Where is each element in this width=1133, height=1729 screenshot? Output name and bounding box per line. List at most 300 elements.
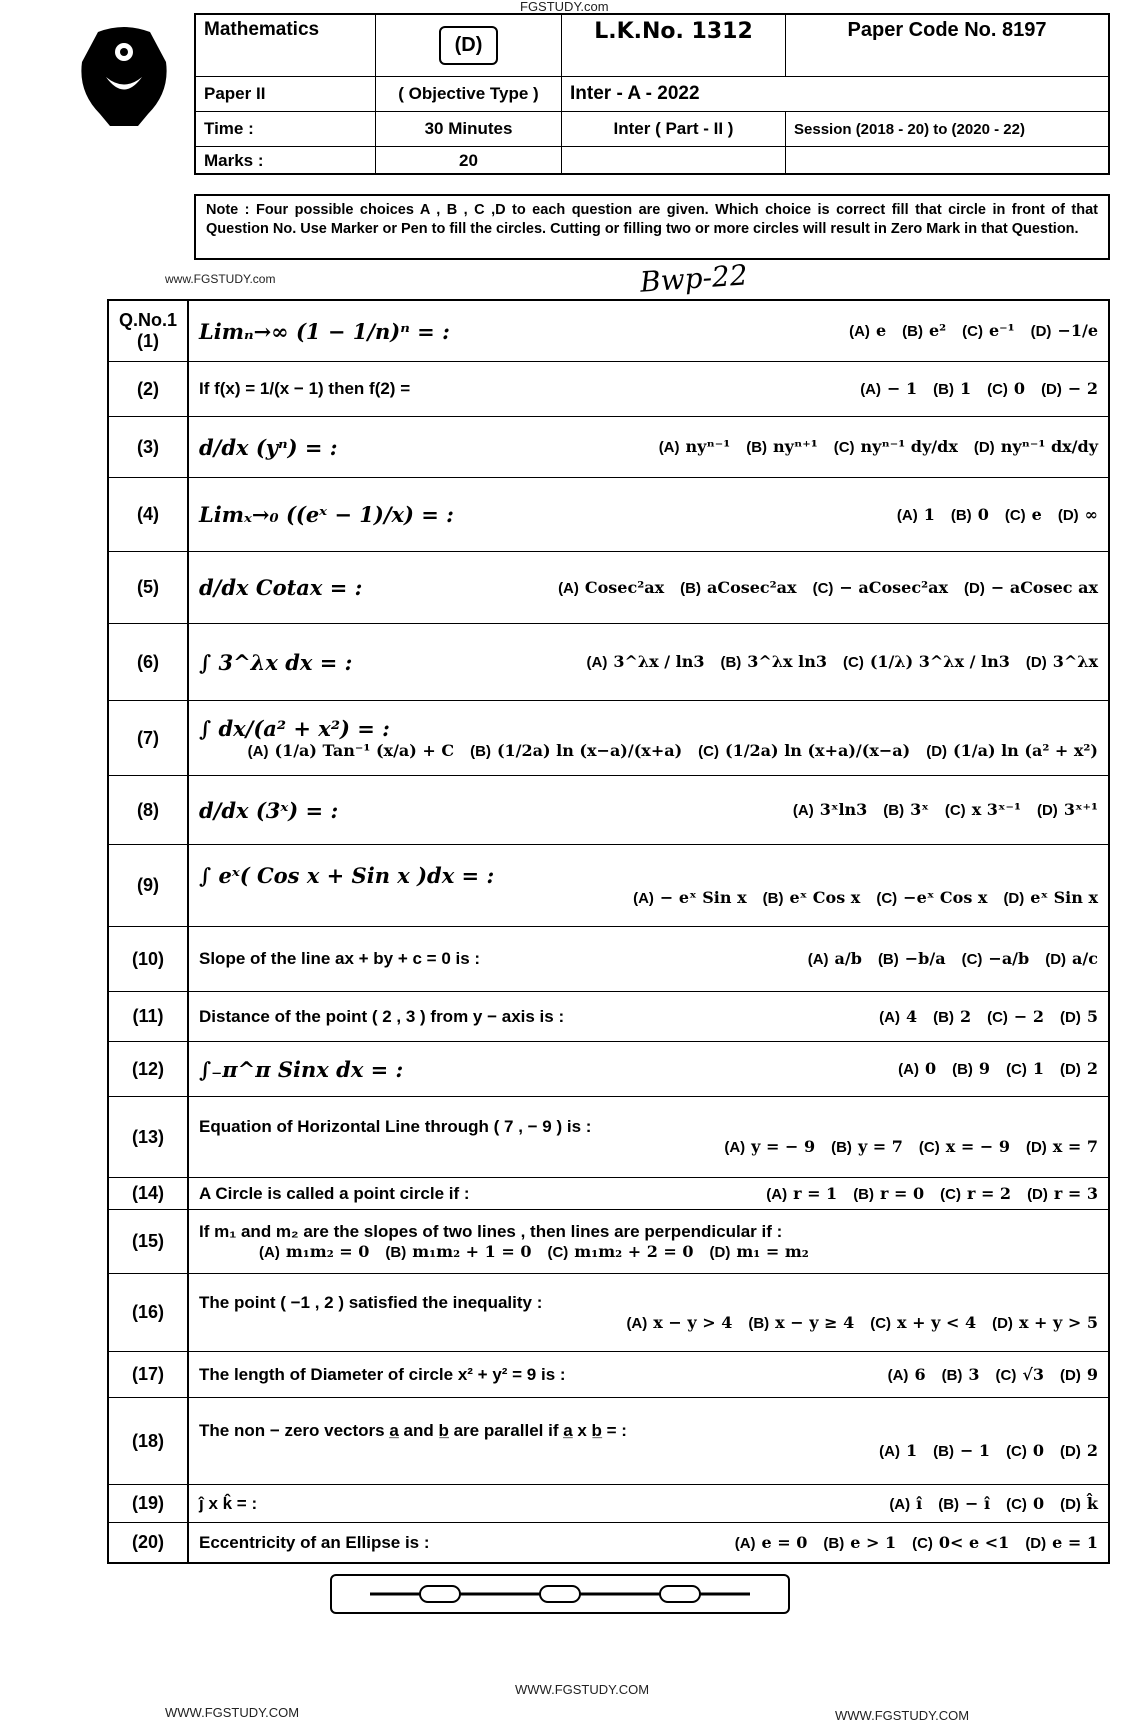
question-row bbox=[109, 927, 1108, 992]
option-c[interactable] bbox=[870, 1313, 976, 1333]
option-b[interactable] bbox=[942, 1365, 980, 1385]
option-d[interactable] bbox=[1045, 949, 1098, 969]
question-body bbox=[189, 1485, 1108, 1522]
option-value: 5 bbox=[1086, 1006, 1098, 1026]
option-c[interactable] bbox=[813, 578, 948, 598]
option-value: m₁m₂ + 2 = 0 bbox=[574, 1241, 694, 1261]
question-body bbox=[189, 624, 1108, 700]
option-value: k̂ bbox=[1086, 1493, 1098, 1513]
option-c[interactable] bbox=[876, 888, 987, 908]
option-value: aCosec²ax bbox=[706, 577, 797, 597]
option-a[interactable] bbox=[558, 578, 664, 598]
option-letter: (A) bbox=[879, 1008, 900, 1026]
option-c[interactable] bbox=[962, 949, 1030, 969]
question-row bbox=[109, 1398, 1108, 1485]
question-body bbox=[189, 1178, 1108, 1209]
option-value: −a/b bbox=[988, 949, 1030, 968]
option-value: ∞ bbox=[1084, 504, 1098, 524]
option-value: 6 bbox=[914, 1364, 926, 1384]
option-value: Cosec²ax bbox=[584, 577, 665, 597]
question-number-cell bbox=[109, 1178, 189, 1209]
instructions-note: Note : Four possible choices A , B , C ,D to each question are given. Which choice is correct fill that circle in front of that Question No. Use Marker or Pen to fill the circles. Cutting or filling two or more circles will result in Zero Mark in that Question. bbox=[194, 194, 1110, 260]
option-b[interactable] bbox=[933, 1441, 990, 1461]
options bbox=[898, 1059, 1098, 1079]
question-number-cell bbox=[109, 1274, 189, 1351]
option-letter: (A) bbox=[633, 890, 654, 907]
question-text: ∫₋π^π Sinx dx = : bbox=[199, 1056, 404, 1082]
option-letter: (A) bbox=[247, 742, 269, 760]
option-value: 3ˣln3 bbox=[819, 800, 868, 819]
option-letter: (A) bbox=[860, 381, 882, 398]
question-number-cell bbox=[109, 845, 189, 926]
option-value: 1 bbox=[1032, 1059, 1045, 1078]
option-letter: (D) bbox=[709, 1243, 731, 1261]
option-c[interactable] bbox=[987, 379, 1025, 399]
option-letter: (B) bbox=[902, 323, 923, 340]
option-value: nyⁿ⁺¹ bbox=[773, 437, 818, 456]
question-text: d/dx Cotax = : bbox=[199, 575, 363, 600]
exam-name: Inter - A - 2022 bbox=[562, 77, 1108, 112]
option-letter: (B) bbox=[853, 1185, 875, 1203]
option-letter: (C) bbox=[547, 1243, 569, 1261]
option-c[interactable] bbox=[1006, 1494, 1044, 1514]
option-d[interactable] bbox=[1041, 379, 1098, 399]
option-a[interactable] bbox=[889, 1494, 922, 1514]
option-c[interactable] bbox=[834, 437, 958, 457]
option-value: 3ˣ bbox=[910, 800, 929, 819]
bottom-watermark: WWW.FGSTUDY.COM bbox=[515, 1682, 650, 1697]
option-letter: (D) bbox=[926, 742, 948, 760]
handwritten-annotation: Bwp-22 bbox=[638, 258, 749, 299]
question-row bbox=[109, 552, 1108, 624]
option-letter: (B) bbox=[823, 1534, 845, 1552]
option-c[interactable] bbox=[962, 321, 1014, 341]
question-number: (6) bbox=[137, 651, 159, 672]
option-value: x = 7 bbox=[1052, 1137, 1098, 1156]
option-letter: (C) bbox=[812, 579, 834, 597]
option-b[interactable] bbox=[938, 1494, 990, 1514]
option-value: e = 1 bbox=[1052, 1532, 1098, 1552]
option-b[interactable] bbox=[878, 949, 946, 969]
option-letter: (C) bbox=[1006, 1443, 1027, 1460]
option-value: 1 bbox=[959, 379, 972, 398]
options bbox=[735, 1533, 1098, 1553]
option-letter: (D) bbox=[1003, 890, 1025, 907]
question-number-cell bbox=[109, 1485, 189, 1522]
option-letter: (B) bbox=[385, 1243, 407, 1261]
question-row bbox=[109, 1042, 1108, 1097]
option-letter: (C) bbox=[962, 323, 983, 340]
option-value: y = − 9 bbox=[751, 1137, 816, 1156]
option-b[interactable] bbox=[883, 800, 929, 820]
question-row bbox=[109, 1178, 1108, 1210]
option-c[interactable] bbox=[698, 741, 910, 761]
question-row bbox=[109, 776, 1108, 845]
option-value: − aCosec ax bbox=[990, 577, 1098, 597]
option-value: 0 bbox=[1013, 379, 1026, 398]
option-letter: (D) bbox=[1045, 951, 1067, 968]
option-value: (1/a) ln (a² + x²) bbox=[953, 740, 1098, 760]
question-number: (17) bbox=[131, 1364, 164, 1384]
question-number: (3) bbox=[137, 436, 159, 457]
options bbox=[888, 1365, 1098, 1385]
question-number: (19) bbox=[131, 1493, 164, 1513]
option-letter: (B) bbox=[748, 1314, 770, 1332]
question-body bbox=[189, 1097, 1108, 1177]
option-value: x − y ≥ 4 bbox=[775, 1312, 855, 1332]
option-value: 9 bbox=[978, 1059, 991, 1078]
option-b[interactable] bbox=[748, 1313, 854, 1333]
option-letter: (C) bbox=[940, 1185, 961, 1203]
option-value: 4 bbox=[905, 1006, 918, 1026]
option-letter: (C) bbox=[1006, 1061, 1027, 1078]
option-letter: (C) bbox=[876, 890, 898, 907]
question-text: The non − zero vectors a̲ and b̲ are parallel if a̲ x b̲ = : bbox=[199, 1421, 627, 1440]
option-b[interactable] bbox=[902, 321, 946, 341]
question-text: d/dx (yⁿ) = : bbox=[199, 434, 338, 460]
option-d[interactable] bbox=[1003, 888, 1098, 908]
option-letter: (C) bbox=[918, 1139, 940, 1156]
option-c[interactable] bbox=[843, 652, 1010, 672]
option-d[interactable] bbox=[710, 1242, 809, 1262]
options bbox=[860, 379, 1098, 399]
option-a[interactable] bbox=[766, 1184, 837, 1204]
option-letter: (C) bbox=[870, 1314, 892, 1332]
option-letter: (A) bbox=[896, 506, 918, 524]
option-letter: (B) bbox=[746, 439, 768, 456]
question-text: ∫ eˣ( Cos x + Sin x )dx = : bbox=[199, 863, 495, 888]
option-value: 0 bbox=[1032, 1493, 1045, 1513]
option-letter: (A) bbox=[887, 1366, 909, 1384]
option-d[interactable] bbox=[974, 437, 1098, 457]
question-row bbox=[109, 1352, 1108, 1398]
option-letter: (A) bbox=[558, 579, 579, 597]
option-letter: (D) bbox=[1025, 1534, 1047, 1552]
option-letter: (B) bbox=[941, 1366, 963, 1384]
option-letter: (B) bbox=[938, 1495, 960, 1513]
board-logo-icon bbox=[78, 22, 170, 130]
option-value: (1/a) Tan⁻¹ (x/a) + C bbox=[274, 740, 455, 760]
option-d[interactable] bbox=[1025, 1533, 1098, 1553]
option-value: e = 0 bbox=[761, 1532, 808, 1552]
options bbox=[587, 652, 1098, 672]
option-value: e bbox=[875, 321, 887, 340]
question-number-cell bbox=[109, 776, 189, 844]
question-body bbox=[189, 1274, 1108, 1351]
question-number-cell bbox=[109, 1352, 189, 1397]
option-c[interactable] bbox=[1005, 505, 1042, 525]
option-value: e² bbox=[928, 321, 947, 340]
question-row bbox=[109, 301, 1108, 362]
option-d[interactable] bbox=[1026, 1137, 1098, 1157]
option-letter: (C) bbox=[912, 1534, 933, 1552]
option-value: 3^λx / ln3 bbox=[613, 652, 705, 671]
question-text: Limₙ→∞ (1 − 1/n)ⁿ = : bbox=[199, 318, 450, 344]
option-value: 0 bbox=[1032, 1441, 1045, 1460]
option-a[interactable] bbox=[793, 800, 867, 820]
option-b[interactable] bbox=[951, 505, 989, 525]
option-a[interactable] bbox=[860, 379, 917, 399]
option-value: − 1 bbox=[959, 1441, 991, 1460]
option-c[interactable] bbox=[1006, 1441, 1044, 1461]
option-d[interactable] bbox=[1027, 1184, 1098, 1204]
question-number: (9) bbox=[137, 875, 159, 895]
option-d[interactable] bbox=[1031, 321, 1098, 341]
option-b[interactable] bbox=[823, 1533, 896, 1553]
question-number: (18) bbox=[131, 1430, 164, 1451]
question-row bbox=[109, 992, 1108, 1042]
option-value: 0< e <1 bbox=[938, 1532, 1010, 1552]
option-value: x = − 9 bbox=[945, 1137, 1010, 1156]
option-value: −eˣ Cos x bbox=[903, 888, 988, 907]
question-row bbox=[109, 624, 1108, 701]
option-a[interactable] bbox=[879, 1441, 917, 1461]
question-text: Distance of the point ( 2 , 3 ) from y − axis is : bbox=[199, 1006, 565, 1026]
option-letter: (C) bbox=[987, 1008, 1008, 1026]
question-number: (4) bbox=[137, 504, 159, 524]
option-a[interactable] bbox=[849, 321, 886, 341]
qno-label: Q.No.1 bbox=[118, 310, 177, 330]
question-number-cell bbox=[109, 1097, 189, 1177]
options bbox=[248, 741, 1098, 761]
option-a[interactable] bbox=[248, 741, 454, 761]
option-value: (1/λ) 3^λx / ln3 bbox=[869, 652, 1010, 671]
option-b[interactable] bbox=[746, 437, 818, 457]
question-body bbox=[189, 1398, 1108, 1484]
option-b[interactable] bbox=[720, 652, 827, 672]
left-watermark: www.FGSTUDY.com bbox=[165, 272, 276, 286]
option-c[interactable] bbox=[919, 1137, 1010, 1157]
option-letter: (A) bbox=[879, 1443, 900, 1460]
question-body bbox=[189, 992, 1108, 1041]
option-letter: (C) bbox=[1006, 1495, 1027, 1513]
question-body bbox=[189, 1352, 1108, 1397]
time-label: Time : bbox=[196, 112, 376, 147]
option-value: x − y > 4 bbox=[653, 1312, 733, 1332]
option-letter: (D) bbox=[1057, 506, 1079, 524]
option-letter: (C) bbox=[944, 802, 966, 819]
question-row bbox=[109, 1523, 1108, 1562]
option-value: 0 bbox=[977, 504, 989, 524]
group-code: (D) bbox=[439, 26, 499, 65]
option-a[interactable] bbox=[626, 1313, 732, 1333]
option-value: nyⁿ⁻¹ bbox=[685, 437, 731, 456]
question-number-cell bbox=[109, 478, 189, 551]
empty-cell bbox=[562, 147, 786, 175]
option-d[interactable] bbox=[1058, 505, 1098, 525]
option-b[interactable] bbox=[952, 1059, 990, 1079]
option-value: 0 bbox=[924, 1059, 937, 1078]
option-b[interactable] bbox=[385, 1242, 531, 1262]
option-value: m₁m₂ + 1 = 0 bbox=[412, 1241, 532, 1261]
question-number: (5) bbox=[137, 577, 159, 597]
question-row bbox=[109, 478, 1108, 552]
option-letter: (B) bbox=[950, 506, 972, 524]
option-letter: (D) bbox=[1060, 1443, 1081, 1460]
question-body bbox=[189, 1210, 1108, 1273]
option-b[interactable] bbox=[763, 888, 861, 908]
question-number: (11) bbox=[132, 1006, 164, 1026]
option-a[interactable] bbox=[724, 1137, 815, 1157]
option-d[interactable] bbox=[1060, 1059, 1098, 1079]
option-letter: (A) bbox=[792, 802, 814, 819]
option-letter: (A) bbox=[889, 1495, 911, 1513]
option-letter: (B) bbox=[762, 890, 784, 907]
option-letter: (A) bbox=[734, 1534, 756, 1552]
option-d[interactable] bbox=[1037, 800, 1098, 820]
option-value: 9 bbox=[1086, 1364, 1098, 1384]
questions-table bbox=[107, 299, 1110, 1564]
option-b[interactable] bbox=[933, 1007, 971, 1027]
question-number: (10) bbox=[131, 948, 164, 969]
option-letter: (A) bbox=[586, 654, 608, 671]
option-letter: (A) bbox=[259, 1243, 280, 1261]
question-number-cell bbox=[109, 1210, 189, 1273]
options bbox=[724, 1137, 1098, 1157]
option-d[interactable] bbox=[1060, 1365, 1098, 1385]
paper-header-table bbox=[194, 13, 1110, 175]
question-number: (12) bbox=[131, 1058, 164, 1079]
bottom-right-watermark: WWW.FGSTUDY.COM bbox=[835, 1708, 970, 1723]
option-letter: (B) bbox=[952, 1061, 973, 1078]
option-value: eˣ Cos x bbox=[789, 888, 861, 907]
part: Inter ( Part - II ) bbox=[562, 112, 786, 147]
question-number: (7) bbox=[137, 727, 159, 748]
option-a[interactable] bbox=[897, 505, 935, 525]
question-body bbox=[189, 701, 1108, 775]
option-letter: (B) bbox=[933, 1008, 954, 1026]
question-body bbox=[189, 417, 1108, 477]
option-b[interactable] bbox=[933, 379, 971, 399]
option-letter: (D) bbox=[1036, 802, 1058, 819]
marks-label: Marks : bbox=[196, 147, 376, 175]
option-letter: (A) bbox=[724, 1139, 746, 1156]
option-c[interactable] bbox=[912, 1533, 1009, 1553]
option-b[interactable] bbox=[680, 578, 796, 598]
option-a[interactable] bbox=[888, 1365, 926, 1385]
option-value: √3 bbox=[1022, 1364, 1045, 1384]
question-number: (8) bbox=[137, 799, 159, 820]
option-a[interactable] bbox=[898, 1059, 936, 1079]
option-value: (1/2a) ln (x+a)/(x−a) bbox=[725, 740, 911, 760]
paper-type: ( Objective Type ) bbox=[376, 77, 562, 112]
question-number-cell bbox=[109, 927, 189, 991]
option-a[interactable] bbox=[259, 1242, 369, 1262]
option-c[interactable] bbox=[940, 1184, 1011, 1204]
question-number: (16) bbox=[131, 1302, 164, 1322]
question-number-cell bbox=[109, 992, 189, 1041]
option-d[interactable] bbox=[926, 741, 1098, 761]
option-value: 3ˣ⁺¹ bbox=[1063, 800, 1098, 819]
question-number-cell bbox=[109, 417, 189, 477]
option-value: −1/e bbox=[1057, 321, 1098, 340]
question-body bbox=[189, 478, 1108, 551]
option-value: nyⁿ⁻¹ dx/dy bbox=[1000, 437, 1098, 456]
option-a[interactable] bbox=[808, 949, 862, 969]
option-d[interactable] bbox=[992, 1313, 1098, 1333]
question-number-cell bbox=[109, 362, 189, 416]
question-number-cell bbox=[109, 1523, 189, 1562]
option-value: nyⁿ⁻¹ dy/dx bbox=[860, 437, 958, 456]
option-value: 1 bbox=[905, 1441, 918, 1460]
question-text: ∫ dx/(a² + x²) = : bbox=[199, 715, 390, 741]
option-value: 3 bbox=[968, 1364, 980, 1384]
question-number: (14) bbox=[131, 1183, 164, 1203]
option-c[interactable] bbox=[945, 800, 1021, 820]
option-value: r = 3 bbox=[1053, 1183, 1098, 1203]
question-row bbox=[109, 1274, 1108, 1352]
option-c[interactable] bbox=[987, 1007, 1044, 1027]
question-text: Eccentricity of an Ellipse is : bbox=[199, 1532, 430, 1552]
option-value: e > 1 bbox=[850, 1532, 897, 1552]
option-b[interactable] bbox=[831, 1137, 903, 1157]
question-text: ĵ x k̂ = : bbox=[199, 1493, 258, 1513]
option-letter: (B) bbox=[877, 951, 899, 968]
option-a[interactable] bbox=[659, 437, 731, 457]
ornament-icon bbox=[370, 1582, 750, 1606]
option-letter: (A) bbox=[807, 951, 829, 968]
option-value: 3^λx ln3 bbox=[747, 652, 828, 671]
option-c[interactable] bbox=[996, 1365, 1044, 1385]
option-value: 3^λx bbox=[1052, 652, 1098, 671]
question-row bbox=[109, 362, 1108, 417]
option-value: r = 0 bbox=[880, 1183, 925, 1203]
option-d[interactable] bbox=[1060, 1441, 1098, 1461]
question-number-cell bbox=[109, 701, 189, 775]
option-letter: (D) bbox=[1025, 654, 1047, 671]
option-value: a/b bbox=[834, 949, 862, 968]
option-d[interactable] bbox=[1026, 652, 1098, 672]
option-a[interactable] bbox=[587, 652, 705, 672]
option-a[interactable] bbox=[879, 1007, 917, 1027]
question-number: (2) bbox=[137, 378, 159, 399]
option-a[interactable] bbox=[735, 1533, 808, 1553]
option-c[interactable] bbox=[547, 1242, 693, 1262]
option-letter: (C) bbox=[843, 654, 864, 671]
option-letter: (D) bbox=[1060, 1061, 1081, 1078]
option-letter: (B) bbox=[933, 381, 954, 398]
question-number: (15) bbox=[131, 1231, 164, 1251]
question-body bbox=[189, 1523, 1108, 1562]
question-number-cell bbox=[109, 1042, 189, 1096]
option-b[interactable] bbox=[470, 741, 682, 761]
option-letter: (C) bbox=[987, 381, 1008, 398]
option-d[interactable] bbox=[1060, 1007, 1098, 1027]
option-value: r = 1 bbox=[793, 1183, 838, 1203]
option-letter: (D) bbox=[1060, 1366, 1081, 1384]
option-value: (1/2a) ln (x−a)/(x+a) bbox=[496, 740, 683, 760]
options bbox=[879, 1441, 1098, 1461]
question-body bbox=[189, 301, 1108, 361]
question-text: Slope of the line ax + by + c = 0 is : bbox=[199, 949, 481, 968]
option-d[interactable] bbox=[964, 578, 1098, 598]
options bbox=[626, 1313, 1098, 1333]
top-watermark: FGSTUDY.com bbox=[520, 0, 609, 14]
option-letter: (D) bbox=[964, 579, 985, 597]
question-body bbox=[189, 845, 1108, 926]
question-row bbox=[109, 701, 1108, 776]
option-value: m₁m₂ = 0 bbox=[285, 1241, 370, 1261]
options bbox=[633, 888, 1098, 908]
option-letter: (A) bbox=[766, 1185, 788, 1203]
option-d[interactable] bbox=[1060, 1494, 1098, 1514]
option-a[interactable] bbox=[633, 888, 747, 908]
option-c[interactable] bbox=[1006, 1059, 1044, 1079]
option-letter: (C) bbox=[995, 1366, 1017, 1384]
option-letter: (A) bbox=[626, 1314, 648, 1332]
option-letter: (D) bbox=[1030, 323, 1052, 340]
option-b[interactable] bbox=[853, 1184, 924, 1204]
